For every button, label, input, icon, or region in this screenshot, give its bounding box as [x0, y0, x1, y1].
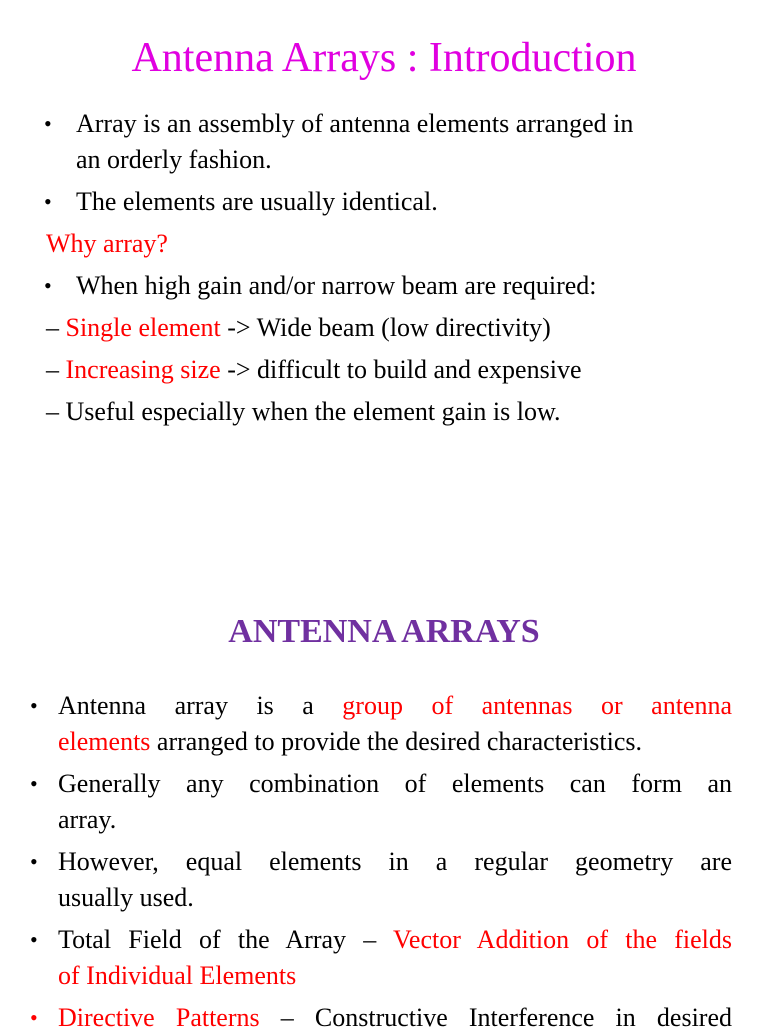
- bullet-paragraph: [58, 1000, 732, 1036]
- paragraph-highlight: Directive Patterns: [58, 1003, 260, 1032]
- dash-marker: –: [46, 355, 66, 384]
- bullet-text-continued: an orderly fashion.: [76, 145, 272, 174]
- slide-title: ANTENNA ARRAYS: [228, 613, 540, 650]
- bullet-icon: •: [44, 111, 52, 136]
- dash-item-highlight: Single element: [65, 313, 221, 342]
- bullet-icon: •: [30, 771, 38, 796]
- bullet-paragraph: [58, 766, 732, 838]
- dash-marker: –: [46, 313, 66, 342]
- paragraph-line: [58, 724, 732, 760]
- paragraph-line: of Individual Elements: [58, 961, 297, 990]
- dash-item: [46, 310, 551, 346]
- paragraph-line: Generally any combination of elements can form an: [58, 769, 732, 798]
- bullet-paragraph: [58, 688, 732, 760]
- paragraph-line: [58, 922, 732, 958]
- dash-item-text: -> difficult to build and expensive: [220, 355, 582, 384]
- slide-title: Antenna Arrays : Introduction: [131, 35, 637, 81]
- why-array-heading: Why array?: [46, 229, 168, 258]
- dash-item-text: -> Wide beam (low directivity): [220, 313, 551, 342]
- bullet-icon: •: [30, 927, 38, 952]
- slide-antenna-arrays: [0, 590, 768, 1032]
- bullet-text: The elements are usually identical.: [76, 187, 438, 216]
- bullet-paragraph: [58, 922, 732, 994]
- bullet-icon: •: [44, 189, 52, 214]
- bullet-icon: •: [30, 849, 38, 874]
- paragraph-line: usually used.: [58, 883, 194, 912]
- bullet-paragraph: [58, 844, 732, 916]
- dash-item: – Useful especially when the element gain is low.: [46, 397, 561, 426]
- dash-item-highlight: Increasing size: [65, 355, 221, 384]
- paragraph-text: Total Field of the Array –: [58, 925, 394, 954]
- paragraph-text: – Constructive Interference in desired: [259, 1003, 732, 1032]
- bullet-text: Array is an assembly of antenna elements arranged in: [76, 109, 634, 138]
- bullet-icon: •: [44, 273, 52, 298]
- dash-item: [46, 352, 581, 388]
- paragraph-text: arranged to provide the desired characteristics.: [150, 727, 643, 756]
- paragraph-line: [58, 1000, 732, 1036]
- paragraph-line: [58, 688, 732, 724]
- paragraph-text: Antenna array is a: [58, 691, 343, 720]
- paragraph-line: However, equal elements in a regular geometry are: [58, 847, 732, 876]
- paragraph-line: array.: [58, 805, 117, 834]
- bullet-icon: •: [30, 1005, 38, 1030]
- paragraph-highlight: elements: [58, 727, 151, 756]
- paragraph-highlight: group of antennas or antenna: [342, 691, 733, 720]
- bullet-icon: •: [30, 693, 38, 718]
- slide-introduction: [0, 0, 768, 470]
- paragraph-highlight: Vector Addition of the fields: [393, 925, 732, 954]
- bullet-text: When high gain and/or narrow beam are required:: [76, 271, 597, 300]
